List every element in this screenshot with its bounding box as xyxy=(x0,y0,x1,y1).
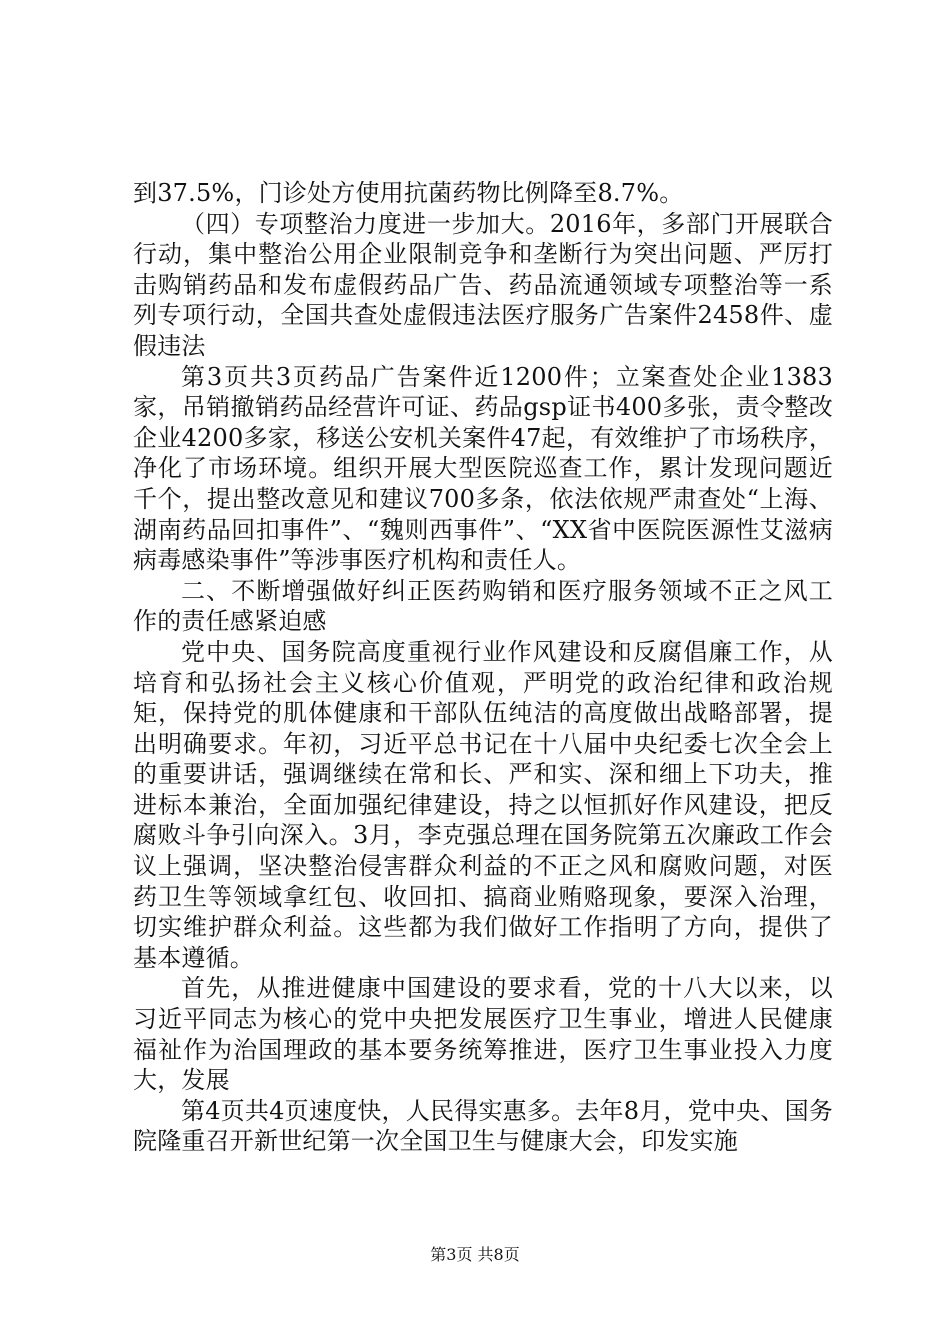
page-footer: 第3页 共8页 xyxy=(430,1245,520,1264)
document-body xyxy=(133,178,833,1157)
paragraph-special-rectification: （四）专项整治力度进一步加大。2016年，多部门开展联合行动，集中整治公用企业限制竞争和垄断行为突出问题、严厉打击购销药品和发布虚假药品广告、药品流通领域专项整治等一系列专项行动，全国共查处虚假违法医疗服务广告案件2458件、虚假违法 xyxy=(133,209,833,360)
paragraph-health-conference: 第4页共4页速度快，人民得实惠多。去年8月，党中央、国务院隆重召开新世纪第一次全国卫生与健康大会，印发实施 xyxy=(133,1096,833,1156)
paragraph-drug-advertising-cases: 第3页共3页药品广告案件近1200件；立案查处企业1383家，吊销撤销药品经营许可证、药品gsp证书400多张，责令整改企业4200多家，移送公安机关案件47起，有效维护了市场秩序，净化了市场环境。组织开展大型医院巡查工作，累计发现问题近千个，提出整改意见和建议700多条，依法依规严肃查处“上海、湖南药品回扣事件”、“魏则西事件”、“XX省中医院医源性艾滋病病毒感染事件”等涉事医疗机构和责任人。 xyxy=(133,362,833,575)
paragraph-continuation: 到37.5%，门诊处方使用抗菌药物比例降至8.7%。 xyxy=(133,179,684,207)
paragraph-central-committee: 党中央、国务院高度重视行业作风建设和反腐倡廉工作，从培育和弘扬社会主义核心价值观，严明党的政治纪律和政治规矩，保持党的肌体健康和干部队伍纯洁的高度做出战略部署，提出明确要求。年初，习近平总书记在十八届中央纪委七次全会上的重要讲话，强调继续在常和长、严和实、深和细上下功夫，推进标本兼治，全面加强纪律建设，持之以恒抓好作风建设，把反腐败斗争引向深入。3月，李克强总理在国务院第五次廉政工作会议上强调，坚决整治侵害群众利益的不正之风和腐败问题，对医药卫生等领域拿红包、收回扣、搞商业贿赂现象，要深入治理，切实维护群众利益。这些都为我们做好工作指明了方向，提供了基本遵循。 xyxy=(133,637,833,972)
section-heading-two: 二、不断增强做好纠正医药购销和医疗服务领域不正之风工作的责任感紧迫感 xyxy=(133,576,833,636)
paragraph-healthy-china: 首先，从推进健康中国建设的要求看，党的十八大以来，以习近平同志为核心的党中央把发展医疗卫生事业，增进人民健康福祉作为治国理政的基本要务统筹推进，医疗卫生事业投入力度大，发展 xyxy=(133,974,833,1095)
